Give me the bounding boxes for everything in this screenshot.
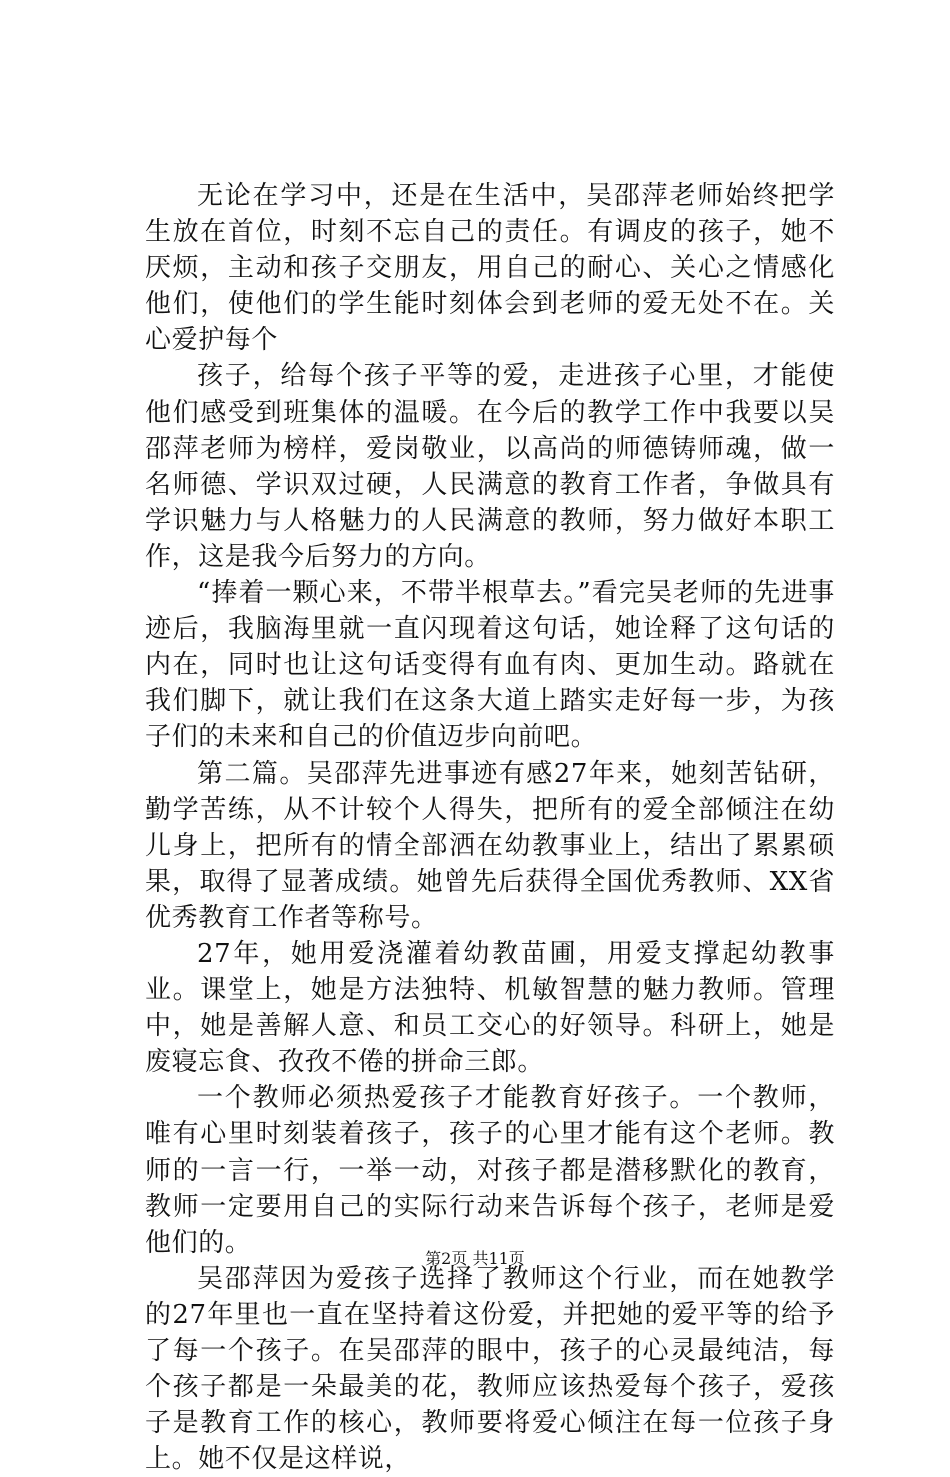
paragraph-6: 一个教师必须热爱孩子才能教育好孩子。一个教师，唯有心里时刻装着孩子，孩子的心里才能有这个老师。教师的一言一行，一举一动，对孩子都是潜移默化的教育，教师一定要用自己的实际行动来告诉每个孩子，老师是爱他们的。 xyxy=(145,1083,835,1258)
page-footer: 第2页 共11页 xyxy=(425,1249,525,1268)
paragraph-5: 27年，她用爱浇灌着幼教苗圃，用爱支撑起幼教事业。课堂上，她是方法独特、机敏智慧的魅力教师。管理中，她是善解人意、和员工交心的好领导。科研上，她是废寝忘食、孜孜不倦的拼命三郎。 xyxy=(145,938,835,1078)
paragraph-1: 无论在学习中，还是在生活中，吴邵萍老师始终把学生放在首位，时刻不忘自己的责任。有调皮的孩子，她不厌烦，主动和孩子交朋友，用自己的耐心、关心之情感化他们，使他们的学生能时刻体会到老师的爱无处不在。关心爱护每个 xyxy=(145,181,835,356)
document-body xyxy=(145,178,835,1477)
paragraph-3: “捧着一颗心来，不带半根草去。”看完吴老师的先进事迹后，我脑海里就一直闪现着这句话，她诠释了这句话的内在，同时也让这句话变得有血有肉、更加生动。路就在我们脚下，就让我们在这条大道上踏实走好每一步，为孩子们的未来和自己的价值迈步向前吧。 xyxy=(145,578,835,753)
paragraph-4: 第二篇。吴邵萍先进事迹有感27年来，她刻苦钻研，勤学苦练，从不计较个人得失，把所有的爱全部倾注在幼儿身上，把所有的情全部洒在幼教事业上，结出了累累硕果，取得了显著成绩。她曾先后获得全国优秀教师、XX省优秀教育工作者等称号。 xyxy=(145,758,835,933)
paragraph-2: 孩子，给每个孩子平等的爱，走进孩子心里，才能使他们感受到班集体的温暖。在今后的教学工作中我要以吴邵萍老师为榜样，爱岗敬业，以高尚的师德铸师魂，做一名师德、学识双过硬，人民满意的教育工作者，争做具有学识魅力与人格魅力的人民满意的教师，努力做好本职工作，这是我今后努力的方向。 xyxy=(145,361,835,572)
paragraph-7: 吴邵萍因为爱孩子选择了教师这个行业，而在她教学的27年里也一直在坚持着这份爱，并把她的爱平等的给予了每一个孩子。在吴邵萍的眼中，孩子的心灵最纯洁，每个孩子都是一朵最美的花，教师应该热爱每个孩子，爱孩子是教育工作的核心，教师要将爱心倾注在每一位孩子身上。她不仅是这样说， xyxy=(145,1263,835,1475)
